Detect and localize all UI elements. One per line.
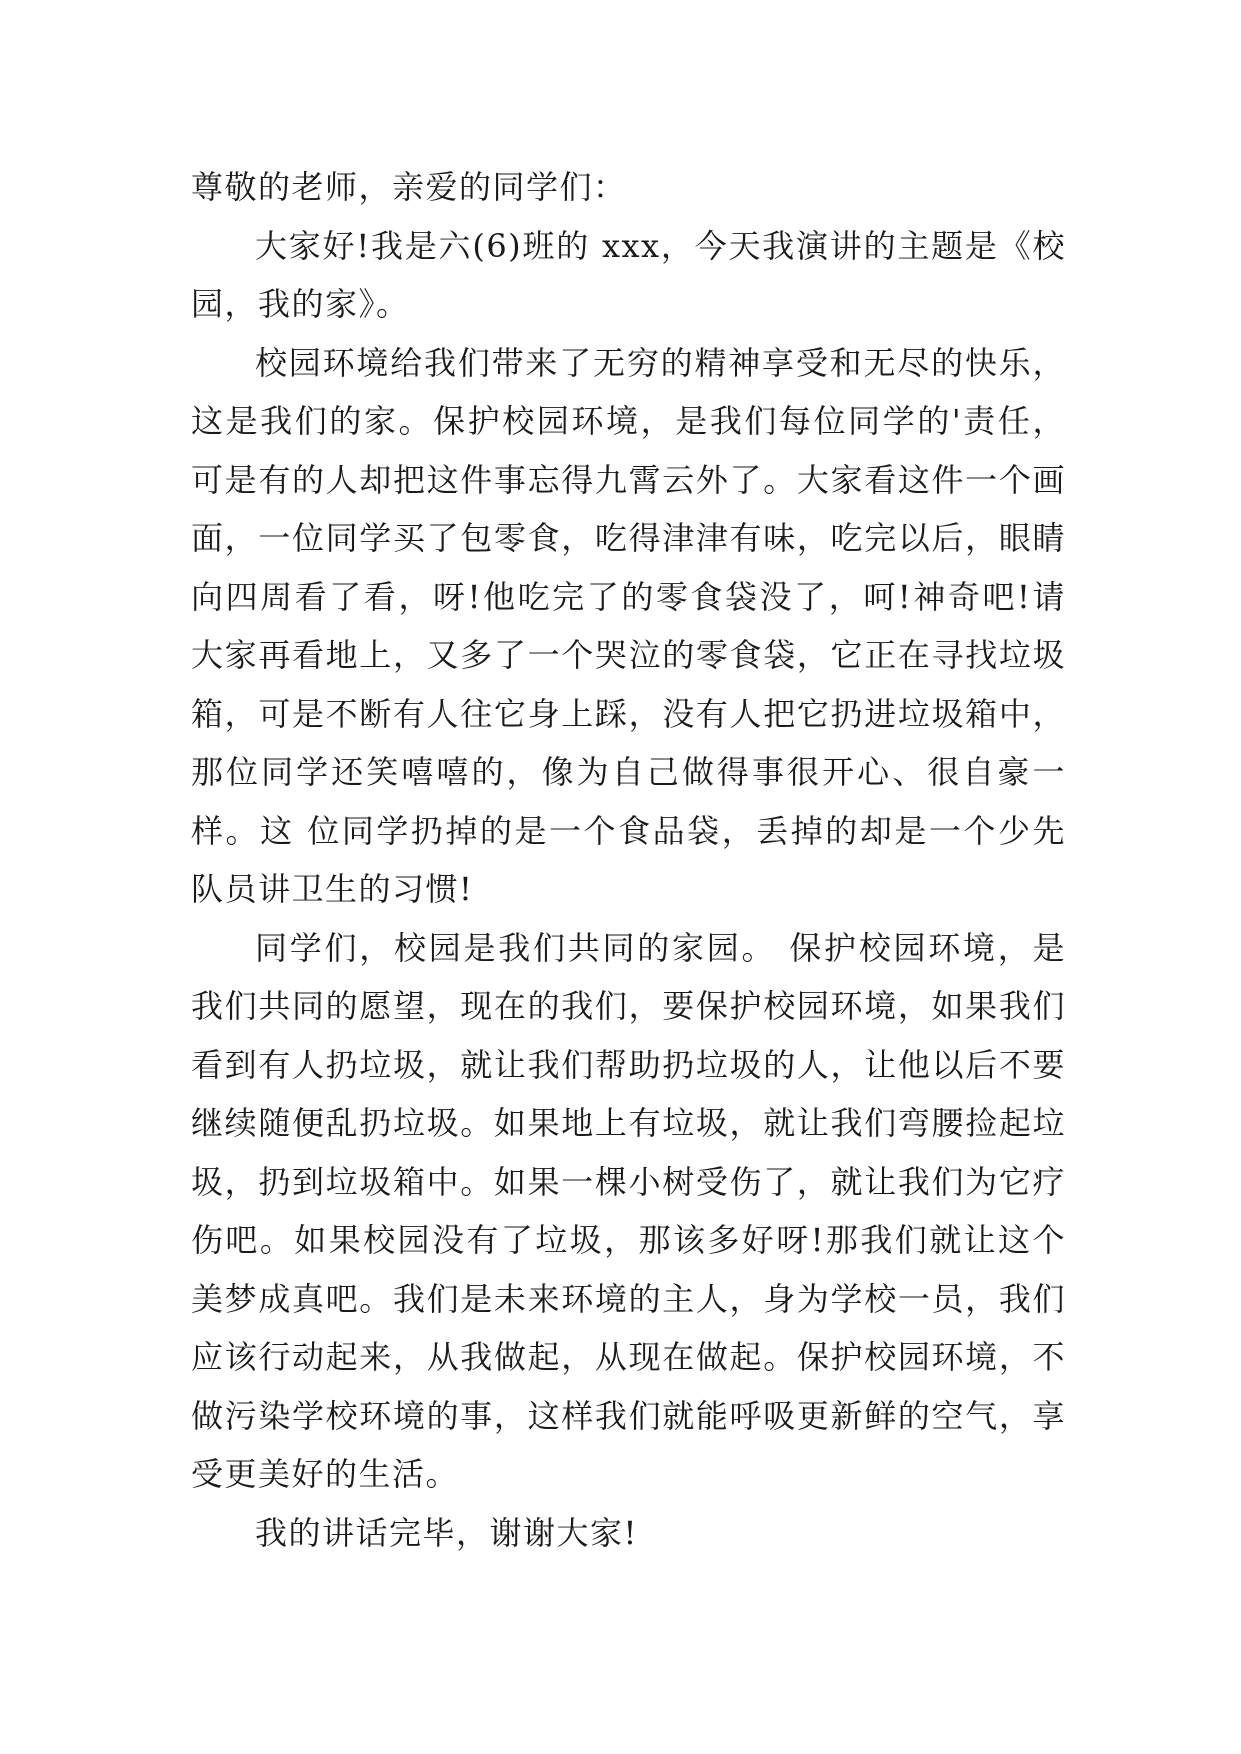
paragraph-appeal: 同学们，校园是我们共同的家园。 保护校园环境，是我们共同的愿望，现在的我们，要保护校园环境，如果我们看到有人扔垃圾，就让我们帮助扔垃圾的人，让他以后不要继续随便乱扔垃圾。如果地上有垃圾，就让我们弯腰捡起垃圾，扔到垃圾箱中。如果一棵小树受伤了，就让我们为它疗伤吧。如果校园没有了垃圾，那该多好呀!那我们就让这个美梦成真吧。我们是未来环境的主人，身为学校一员，我们应该行动起来，从我做起，从现在做起。保护校园环境，不做污染学校环境的事，这样我们就能呼吸更新鲜的空气，享受更美好的生活。: [191, 928, 1066, 1493]
paragraph-story: 校园环境给我们带来了无穷的精神享受和无尽的快乐，这是我们的家。保护校园环境，是我们每位同学的'责任，可是有的人却把这件事忘得九霄云外了。大家看这件一个画面，一位同学买了包零食，吃得津津有味，吃完以后，眼睛向四周看了看，呀!他吃完了的零食袋没了，呵!神奇吧!请大家再看地上，又多了一个哭泣的零食袋，它正在寻找垃圾箱，可是不断有人往它身上踩，没有人把它扔进垃圾箱中，那位同学还笑嘻嘻的，像为自己做得事很开心、很自豪一样。这 位同学扔掉的是一个食品袋，丢掉的却是一个少先队员讲卫生的习惯!: [191, 343, 1066, 908]
paragraph-closing: 我的讲话完毕，谢谢大家!: [255, 1513, 638, 1552]
salutation: 尊敬的老师，亲爱的同学们：: [191, 168, 627, 206]
speech-body: [191, 158, 1066, 1562]
paragraph-greeting: 大家好!我是六(6)班的 xxx，今天我演讲的主题是《校园，我的家》。: [191, 226, 1066, 323]
